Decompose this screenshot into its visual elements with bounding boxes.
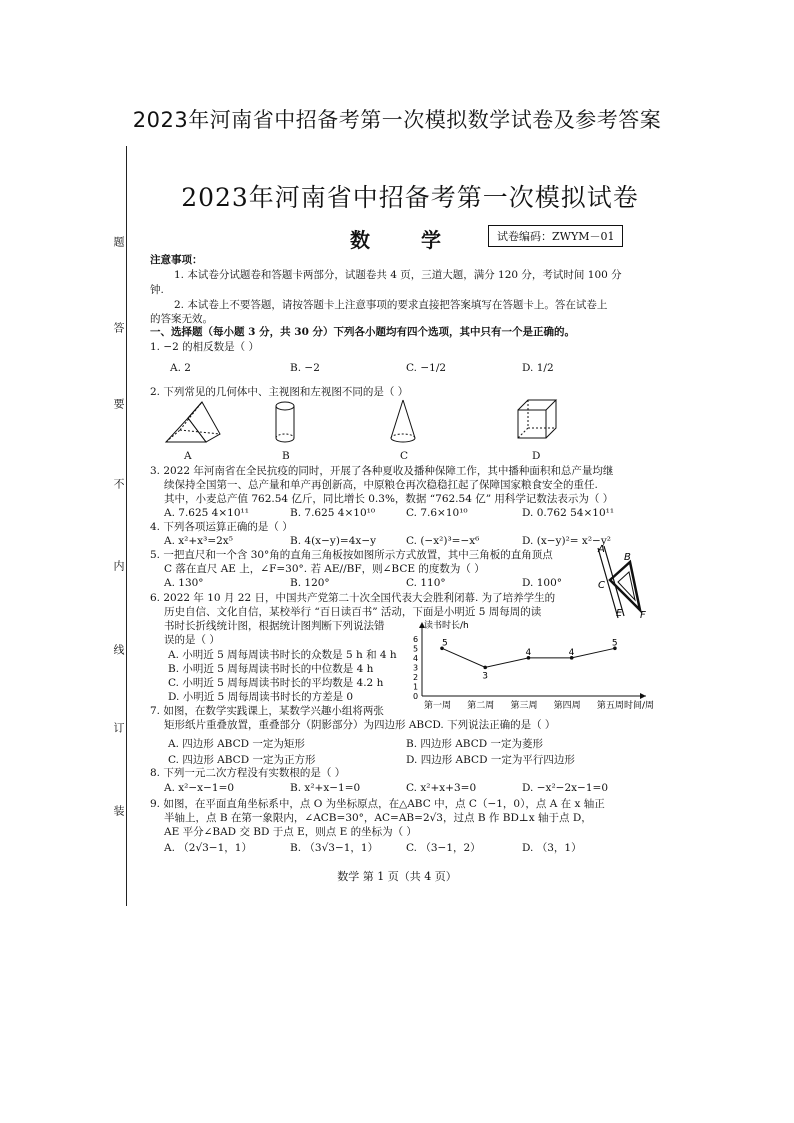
point-label: E bbox=[616, 608, 623, 619]
point-label: C bbox=[598, 580, 605, 591]
y-tick-label: 0 bbox=[413, 692, 419, 701]
option: D. −x²−2x−1=0 bbox=[522, 782, 609, 794]
question-stem: C 落在直尺 AE 上，∠F=30°. 若 AE//BF，则∠BCE 的度数为（ ） bbox=[164, 563, 485, 575]
x-tick-label: 第五周 bbox=[596, 701, 624, 710]
question-stem: 其中，小麦总产值 762.54 亿斤，同比增长 0.3%，数据 “762.54 亿” 用科学记数法表示为（ ） bbox=[164, 493, 614, 505]
option: C. （3−1，2） bbox=[406, 842, 481, 854]
y-tick-label: 4 bbox=[413, 653, 419, 663]
note-line: 1. 本试卷分试题卷和答题卡两部分，试题卷共 4 页，三道大题，满分 120 分，考试时间 100 分 bbox=[174, 269, 622, 281]
question-stem: 矩形纸片重叠放置，重叠部分（阴影部分）为四边形 ABCD. 下列说法正确的是（ ） bbox=[164, 719, 556, 731]
option: A. x²−x−1=0 bbox=[164, 782, 235, 794]
document-title: 2023年河南省中招备考第一次模拟数学试卷及参考答案 bbox=[132, 108, 662, 132]
option: A. （2√3−1，1） bbox=[164, 842, 252, 854]
option: C bbox=[400, 450, 409, 462]
option: B. 四边形 ABCD 一定为菱形 bbox=[406, 738, 544, 750]
question-stem: 8. 下列一元二次方程没有实数根的是（ ） bbox=[150, 767, 346, 779]
point-label: A bbox=[598, 544, 605, 555]
binding-mark: 要 bbox=[112, 398, 125, 409]
option: A. 小明近 5 周每周读书时长的众数是 5 h 和 4 h bbox=[168, 649, 397, 661]
page-footer: 数学 第 1 页（共 4 页） bbox=[337, 870, 457, 883]
data-label: 5 bbox=[442, 638, 448, 649]
option: B. −2 bbox=[290, 362, 320, 374]
option: D. 0.762 54×10¹¹ bbox=[522, 507, 615, 519]
data-label: 3 bbox=[482, 671, 488, 682]
cone-icon bbox=[391, 400, 415, 442]
binding-mark: 答 bbox=[112, 322, 125, 333]
x-tick-label: 第四周 bbox=[553, 701, 581, 710]
option: D. (x−y)²= x²−y² bbox=[522, 535, 611, 547]
data-label: 4 bbox=[568, 647, 575, 658]
y-tick-label: 6 bbox=[413, 634, 419, 644]
question-stem: 1. −2 的相反数是（ ） bbox=[150, 341, 260, 353]
option: D bbox=[532, 450, 541, 462]
option: A. 2 bbox=[170, 362, 191, 374]
question-stem: 5. 一把直尺和一个含 30°角的直角三角板按如图所示方式放置，其中三角板的直角顶点 bbox=[150, 549, 553, 561]
binding-mark: 题 bbox=[112, 236, 125, 247]
x-axis-label: 时间/周 bbox=[624, 701, 655, 710]
y-tick-label: 1 bbox=[413, 682, 419, 692]
note-line: 的答案无效。 bbox=[150, 313, 213, 325]
option: C. −1/2 bbox=[406, 362, 447, 374]
option: B. （3√3−1，1） bbox=[290, 842, 379, 854]
option: A. 四边形 ABCD 一定为矩形 bbox=[168, 738, 305, 750]
option: B. x²+x−1=0 bbox=[290, 782, 361, 794]
option: B. 4(x−y)=4x−y bbox=[290, 535, 377, 547]
x-tick-label: 第一周 bbox=[424, 701, 452, 710]
subject-title: 数 学 bbox=[350, 228, 463, 252]
option: D. 1/2 bbox=[522, 362, 554, 374]
question-stem: 6. 2022 年 10 月 22 日，中国共产党第二十次全国代表大会胜利闭幕. 为了培养学生的 bbox=[150, 592, 556, 604]
question-stem: 7. 如图，在数学实践课上，某数学兴趣小组将两张 bbox=[150, 705, 384, 717]
binding-mark: 线 bbox=[112, 644, 125, 655]
question-stem: 2. 下列常见的几何体中、主视图和左视图不同的是（ ） bbox=[150, 386, 409, 398]
section-heading: 一、选择题（每小题 3 分，共 30 分）下列各小题均有四个选项，其中只有一个是正确的。 bbox=[150, 326, 576, 338]
question-stem: 9. 如图，在平面直角坐标系中，点 O 为坐标原点，在△ABC 中，点 C（−1，0），点 A 在 x 轴正 bbox=[150, 798, 605, 810]
option: C. x²+x+3=0 bbox=[406, 782, 477, 794]
question-stem: 3. 2022 年河南省在全民抗疫的同时，开展了各种夏收及播种保障工作，其中播种面积和总产量均继 bbox=[150, 465, 614, 477]
question-stem: 续保持全国第一、总产量和单产再创新高，中原粮仓再次稳稳扛起了保障国家粮食安全的重任. bbox=[164, 479, 598, 491]
reading-time-line-chart bbox=[404, 618, 656, 710]
y-tick-label: 2 bbox=[413, 672, 419, 682]
question-stem: AE 平分∠BAD 交 BD 于点 E，则点 E 的坐标为（ ） bbox=[164, 826, 417, 838]
binding-mark: 内 bbox=[112, 560, 125, 571]
cube-icon bbox=[518, 400, 556, 438]
option: A. 7.625 4×10¹¹ bbox=[164, 507, 249, 519]
option: D. 四边形 ABCD 一定为平行四边形 bbox=[406, 754, 575, 766]
cylinder-icon bbox=[276, 402, 294, 442]
exam-title: 2023年河南省中招备考第一次模拟试卷 bbox=[181, 183, 639, 212]
data-point bbox=[483, 666, 487, 670]
binding-line bbox=[126, 146, 127, 906]
question-stem: 历史自信、文化自信，某校举行 “百日读百书” 活动，下面是小明近 5 周每周的读 bbox=[164, 606, 542, 618]
binding-mark: 订 bbox=[112, 722, 125, 733]
note-line: 钟. bbox=[150, 284, 164, 296]
triangular-prism-icon bbox=[166, 402, 220, 442]
binding-mark: 装 bbox=[112, 805, 125, 816]
option: B. 小明近 5 周每周读书时长的中位数是 4 h bbox=[168, 663, 374, 675]
option: D. 小明近 5 周每周读书时长的方差是 0 bbox=[168, 691, 354, 703]
option: C. 小明近 5 周每周读书时长的平均数是 4.2 h bbox=[168, 677, 384, 689]
option: C. (−x²)³=−x⁶ bbox=[406, 535, 480, 547]
notes-heading: 注意事项： bbox=[150, 254, 203, 266]
binding-mark: 不 bbox=[112, 478, 125, 489]
option: C. 四边形 ABCD 一定为正方形 bbox=[168, 754, 316, 766]
solids-figure bbox=[160, 398, 580, 450]
option: B. 7.625 4×10¹⁰ bbox=[290, 507, 376, 519]
y-axis-label: 读书时长/h bbox=[424, 621, 469, 631]
option: D. （3，1） bbox=[522, 842, 582, 854]
option: C. 7.6×10¹⁰ bbox=[406, 507, 468, 519]
x-axis-arrow bbox=[640, 693, 646, 699]
note-line: 2. 本试卷上不要答题，请按答题卡上注意事项的要求直接把答案填写在答题卡上。答在试卷上 bbox=[174, 299, 608, 311]
x-tick-label: 第二周 bbox=[467, 701, 495, 710]
y-tick-label: 3 bbox=[413, 663, 419, 673]
option: C. 110° bbox=[406, 577, 446, 589]
question-stem: 误的是（ ） bbox=[164, 634, 220, 646]
option: A. 130° bbox=[164, 577, 204, 589]
question-stem: 书时长折线统计图，根据统计图判断下列说法错 bbox=[164, 620, 385, 632]
x-tick-label: 第三周 bbox=[510, 701, 538, 710]
option: D. 100° bbox=[522, 577, 563, 589]
option: A. x²+x³=2x⁵ bbox=[164, 535, 233, 547]
option: B. 120° bbox=[290, 577, 330, 589]
ruler-triangle-figure bbox=[590, 540, 650, 622]
y-tick-label: 5 bbox=[413, 644, 419, 654]
paper-code-box: 试卷编码：ZWYM－01 bbox=[488, 225, 623, 247]
data-label: 4 bbox=[525, 647, 532, 658]
data-label: 5 bbox=[611, 638, 618, 649]
point-label: F bbox=[640, 610, 646, 621]
question-stem: 半轴上，点 B 在第一象限内，∠ACB=30°，AC=AB=2√3，过点 B 作 BD⊥x 轴于点 D， bbox=[164, 812, 592, 824]
option: B bbox=[282, 450, 290, 462]
question-stem: 4. 下列各项运算正确的是（ ） bbox=[150, 521, 293, 533]
option: A bbox=[184, 450, 192, 462]
point-label: B bbox=[624, 552, 631, 563]
